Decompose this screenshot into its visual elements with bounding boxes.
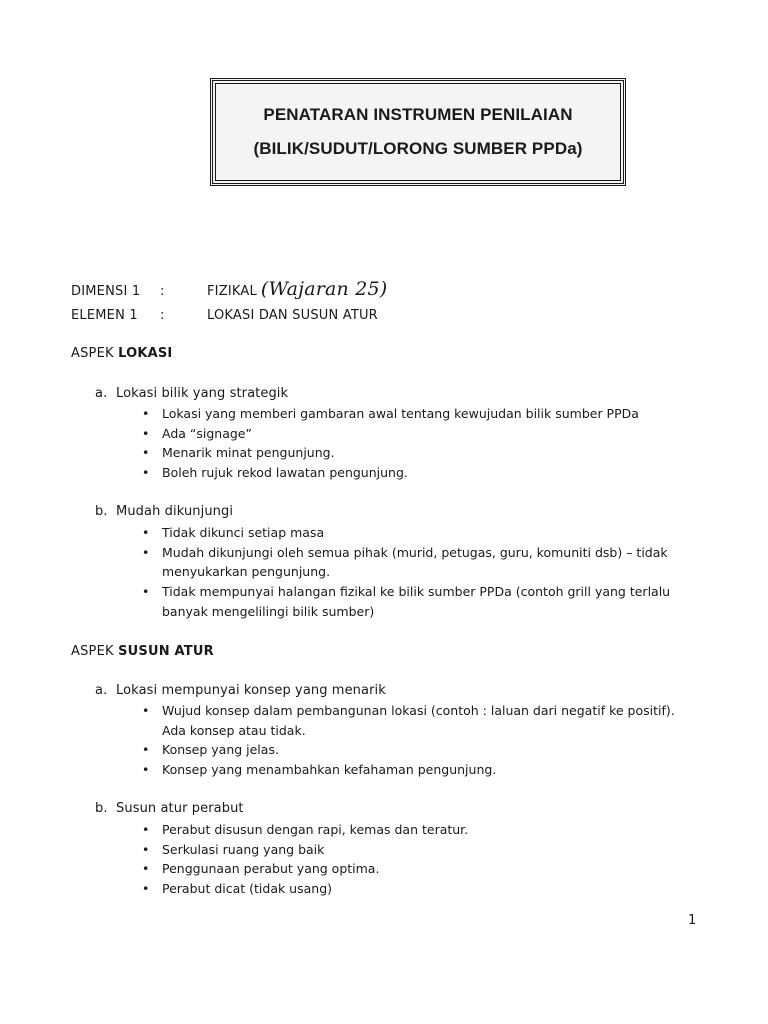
bullet-icon: • [142,406,150,421]
item-label: Lokasi bilik yang strategik [116,386,289,401]
bullet-item: • Tidak mempunyai halangan fizikal ke bilik sumber PPDa (contoh grill yang terlalu banyak mengelilingi bilik sumber) [142,582,682,621]
elemen-value: LOKASI DAN SUSUN ATUR [207,308,378,323]
aspect-prefix: ASPEK [71,346,119,361]
bullet-icon: • [142,544,150,560]
item-label: Susun atur perabut [116,801,244,816]
page-number: 1 [688,913,697,928]
bullet-item: • Tidak dikunci setiap masa [142,523,682,543]
bullet-list [142,820,702,899]
bullet-icon: • [142,822,150,837]
list-item [95,683,386,698]
aspect-name: LOKASI [118,346,173,361]
bullet-icon: • [142,742,150,758]
item-letter: b. [95,504,108,519]
aspect-prefix: ASPEK [71,644,119,659]
bullet-icon: • [142,762,150,778]
bullet-item: • Mudah dikunjungi oleh semua pihak (murid, petugas, guru, komuniti dsb) – tidak menyukarkan pengunjung. [142,543,682,582]
bullet-item: • Boleh rujuk rekod lawatan pengunjung. [142,463,702,483]
aspect-heading-susun-atur [71,644,214,659]
bullet-item: • Perabut dicat (tidak usang) [142,879,702,899]
bullet-icon: • [142,841,150,857]
bullet-list [142,523,682,622]
bullet-item: • Konsep yang jelas. [142,740,702,760]
bullet-item: • Ada “signage” [142,424,702,444]
item-label: Mudah dikunjungi [116,504,234,519]
list-item [95,801,244,816]
bullet-icon: • [142,445,150,461]
bullet-icon: • [142,465,150,481]
aspect-heading-lokasi [71,346,172,361]
bullet-item: • Serkulasi ruang yang baik [142,840,702,860]
item-letter: b. [95,801,108,816]
item-letter: a. [95,683,108,698]
bullet-item: • Konsep yang menambahkan kefahaman pengunjung. [142,760,702,780]
bullet-list [142,701,702,780]
dimensi-value: FIZIKAL [207,284,257,299]
dimensi-weight: (Wajaran 25) [260,278,388,300]
bullet-icon: • [142,703,150,718]
bullet-item: • Penggunaan perabut yang optima. [142,859,702,879]
title-box [210,78,626,186]
title-line-2: (BILIK/SUDUT/LORONG SUMBER PPDa) [253,139,583,158]
dimensi-colon: : [160,284,165,299]
dimensi-row [71,278,387,300]
bullet-icon: • [142,881,150,897]
item-label: Lokasi mempunyai konsep yang menarik [116,683,386,698]
aspect-name: SUSUN ATUR [118,644,214,659]
title-line-1: PENATARAN INSTRUMEN PENILAIAN [263,105,573,124]
bullet-item: • Menarik minat pengunjung. [142,443,702,463]
bullet-item: • Perabut disusun dengan rapi, kemas dan teratur. [142,820,702,840]
item-letter: a. [95,386,108,401]
elemen-colon: : [160,308,165,323]
elemen-key: ELEMEN 1 [71,308,138,323]
elemen-row [71,308,378,323]
list-item [95,386,288,401]
dimensi-key: DIMENSI 1 [71,284,141,299]
bullet-item: • Wujud konsep dalam pembangunan lokasi (contoh : laluan dari negatif ke positif). Ada konsep atau tidak. [142,701,702,740]
bullet-icon: • [142,584,150,600]
list-item [95,504,233,519]
bullet-item: • Lokasi yang memberi gambaran awal tentang kewujudan bilik sumber PPDa [142,404,702,424]
bullet-icon: • [142,525,150,540]
bullet-list [142,404,702,483]
bullet-icon: • [142,425,150,441]
bullet-icon: • [142,861,150,877]
